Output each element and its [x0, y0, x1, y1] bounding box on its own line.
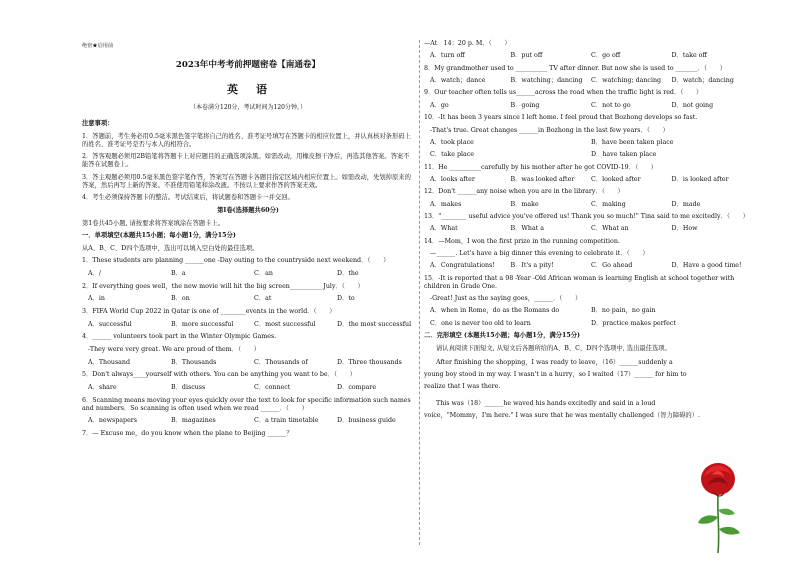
- answer-option: B．watching；dancing: [510, 77, 583, 85]
- answer-option: A．in: [88, 295, 105, 303]
- answer-options: [82, 417, 414, 425]
- answer-options: [424, 320, 746, 328]
- answer-option: C．go off: [591, 52, 621, 60]
- answer-option: A．share: [88, 384, 117, 392]
- question-stem: 11．He __________carefully by his mother after he got COVID-19．（ ）: [424, 163, 658, 171]
- question-stem-response: -Great! Just as the saying goes，______．（ ）: [430, 295, 582, 303]
- answer-options: [424, 77, 746, 85]
- answer-option: D．watch；dancing: [671, 77, 734, 85]
- question-stem: 5．Don't always____yourself with others. You can be anything you want to be．（ ）: [82, 371, 356, 379]
- answer-option: B．a: [171, 270, 186, 278]
- answer-option: C．most successful: [254, 320, 316, 328]
- instructions-heading: 注意事项：: [82, 119, 114, 127]
- answer-option: D．compare: [337, 384, 377, 392]
- answer-option: A．Thousand: [88, 358, 131, 366]
- answer-option: C．at: [254, 295, 272, 303]
- answer-option: D．practice makes perfect: [591, 319, 676, 327]
- left-questions: [82, 257, 414, 437]
- answer-option: C．looked after: [591, 175, 641, 183]
- section-intro: 从A、B、C、D四个选项中，选出可以填入空白处的最佳选项。: [82, 244, 259, 252]
- answer-option: A．makes: [430, 200, 462, 208]
- answer-option: D．the most successful: [337, 320, 412, 328]
- answer-option: A．go: [430, 101, 449, 109]
- question-stem: 4．______ volunteers took part in the Winter Olympic Games.: [82, 333, 277, 341]
- answer-option: D．How: [671, 225, 698, 233]
- answer-option: A．watch；dance: [430, 77, 486, 85]
- answer-option: C．making: [591, 200, 626, 208]
- answer-options: [82, 321, 414, 329]
- part-heading: 第Ⅰ卷(选择题共60分): [217, 206, 279, 214]
- question-stem-response: —______. Let's have a big dinner this evening to celebrate it．（ ）: [430, 250, 649, 258]
- answer-option: A．newspapers: [88, 417, 138, 425]
- answer-option: C．connect: [254, 384, 291, 392]
- question-stem: 6．Scanning means moving your eyes quickly over the text to look for specific information such names and numbers．So scanning is often used when we read ______．（ ）: [82, 396, 411, 412]
- answer-option: A．turn off: [430, 52, 465, 60]
- answer-option: B．put off: [510, 52, 543, 60]
- answer-option: C．not to go: [591, 101, 631, 109]
- instruction-item: 3．答主观题必须用0.5毫米黑色签字笔作答，答案写在答题卡各题目指定区域内相应位置上。如需改动，先划掉原来的答案，然后再写上新的答案。不准使用铅笔和涂改液。不按以上要求作答的答案无效。: [82, 173, 411, 189]
- secret-mark: 绝密★启用前: [82, 43, 114, 49]
- section-heading: 一．单项填空(本题共15小题；每小题1分，满分15分): [82, 232, 236, 240]
- answer-options: [424, 52, 746, 60]
- answer-option: D．have taken place: [591, 151, 657, 159]
- answer-option: C．Thousands of: [254, 358, 308, 366]
- exam-title: 2023年中考考前押题密卷【南通卷】: [175, 60, 321, 70]
- question-stem: 8．My grandmother used to __________ TV after dinner. But now she is used to _______．（ ）: [424, 64, 726, 72]
- answer-option: D．made: [671, 200, 701, 208]
- answer-option: D．Have a good time!: [671, 262, 742, 270]
- answer-option: A．when in Rome，do as the Romans do: [430, 307, 560, 315]
- answer-option: B．no pain，no gain: [591, 307, 656, 315]
- answer-option: A．successful: [88, 320, 132, 328]
- answer-option: A．What: [430, 225, 458, 233]
- instruction-item: 2．答客观题必须用2B铅笔将答题卡上对应题目的正确选项涂黑。如需改动，用橡皮擦干净后，再选其他答案。答案不能答在试题卷上。: [82, 153, 410, 169]
- answer-options: [82, 384, 414, 392]
- answer-option: B．make: [510, 200, 539, 208]
- answer-option: D．business guide: [337, 417, 396, 425]
- question-stem-response: -That's true. Great changes ______in Bozhong in the last few years．（ ）: [430, 126, 669, 134]
- answer-option: D．is looked after: [671, 175, 729, 183]
- answer-options: [82, 295, 414, 303]
- question-stem-response: -They were very great. We are proud of them．（ ）: [88, 346, 261, 354]
- answer-options: [424, 176, 746, 184]
- question-stem: 14．—Mom，I won the first prize in the running competition.: [424, 237, 620, 245]
- answer-option: A．Congratulations!: [430, 262, 495, 270]
- answer-option: C．an: [254, 270, 273, 278]
- part-intro: 第1卷共45小题, 请按要求将答案填涂在答题卡上。: [82, 219, 224, 227]
- rose-icon: [690, 455, 746, 555]
- question-stem: 3．FIFA World Cup 2022 in Qatar is one of ________events in the world．（ ）: [82, 308, 336, 316]
- answer-option: B．have been taken place: [591, 138, 674, 146]
- left-column: [82, 0, 414, 443]
- answer-options: [82, 270, 414, 278]
- column-divider: [419, 40, 420, 545]
- answer-option: B．magazines: [171, 417, 216, 425]
- cloze-paragraph-1: After finishing the shopping，I was ready to leave，（16）______suddenly a young boy stood in my way. I wasn't in a hurry，so I waited（17）______ for him to realize that I was there.: [424, 359, 687, 391]
- instruction-item: 4．考生必须保持答题卡的整洁。考试结束后，将试题卷和答题卡一并交回。: [82, 194, 294, 202]
- right-questions: [424, 40, 749, 328]
- answer-option: A．/: [88, 270, 101, 278]
- answer-option: B．What a: [510, 225, 544, 233]
- right-column: [424, 40, 749, 427]
- answer-option: C．watching; dancing: [591, 77, 662, 85]
- answer-option: B．discuss: [171, 384, 206, 392]
- answer-option: C．What an: [591, 225, 629, 233]
- question-stem: 2．If everything goes well，the new movie will hit the big screen__________ July．（ ）: [82, 282, 364, 290]
- answer-options: [424, 262, 746, 270]
- answer-option: B．Thousands: [171, 358, 217, 366]
- answer-options: [82, 359, 414, 367]
- answer-option: A．looks after: [430, 175, 475, 183]
- answer-option: D．not going: [671, 101, 714, 109]
- answer-option: D．take off: [671, 52, 707, 60]
- cloze-heading: 二．完形填空 (本题共15小题；每小题1分，满分15分): [424, 332, 580, 340]
- question-stem: 7．— Excuse me，do you know when the plane to Beijing ______？: [82, 429, 293, 437]
- answer-options: [424, 151, 746, 159]
- answer-option: B．It's a pity!: [510, 262, 554, 270]
- answer-options: [424, 201, 746, 209]
- subject-title: 英语: [227, 82, 285, 96]
- cloze-intro: 请认真阅读下面短文, 从短文后各题所给的A、B、C、D四个选项中, 选出最佳选项。: [436, 344, 671, 352]
- question-stem: 10．-It has been 3 years since I left home. I feel proud that Bozhong develops so fast.: [424, 114, 698, 122]
- answer-options: [424, 225, 746, 233]
- cloze-paragraph-2: This was（18）______he waved his hands excitedly and said in a loud voice，"Mommy，I'm here." I was sure that he was mentally challenged（智力障碍的）.: [424, 400, 701, 420]
- answer-option: B．on: [171, 295, 190, 303]
- answer-options: [424, 307, 746, 315]
- answer-option: B．going: [510, 101, 540, 109]
- answer-option: B．more successful: [171, 320, 234, 328]
- answer-option: D．Three thousands: [337, 358, 402, 366]
- answer-option: D．to: [337, 295, 355, 303]
- answer-option: B．was looked after: [510, 175, 575, 183]
- question-stem: 15．-It is reported that a 98 -Year -Old African woman is learning English at school together with children in Grade One.: [424, 274, 735, 290]
- answer-option: A．took place: [430, 138, 474, 146]
- instruction-item: 1．答题前，考生务必用0.5毫米黑色签字笔将自己的姓名、准考证号填写在答题卡的相应位置上，并认真核对条形码上的姓名、准考证号是否与本人的相符合。: [82, 132, 411, 148]
- answer-option: C．one is never too old to learn: [430, 319, 531, 327]
- question-stem: —At 14：20 p. M．（ ）: [424, 40, 511, 47]
- answer-option: C．a train timetable: [254, 417, 319, 425]
- instructions: [82, 120, 414, 202]
- answer-option: C．take place: [430, 151, 474, 159]
- question-stem: 13．"________ useful advice you've offered us! Thank you so much!" Tina said to me excitedly．（ ）: [424, 213, 749, 221]
- answer-options: [424, 139, 746, 147]
- question-stem: 9．Our teacher often tells us______across the road when the traffic light is red．（ ）: [424, 89, 703, 97]
- exam-note: （本卷满分120分，考试时间为120分钟。）: [190, 104, 306, 112]
- question-stem: 1．These students are planning ______one -Day outing to the countryside next weekend．（ ）: [82, 257, 390, 265]
- answer-option: C．Go ahead: [591, 262, 633, 270]
- answer-option: D．the: [337, 270, 359, 278]
- question-stem: 12．Don't ______any noise when you are in the library．（ ）: [424, 188, 624, 196]
- answer-options: [424, 102, 746, 110]
